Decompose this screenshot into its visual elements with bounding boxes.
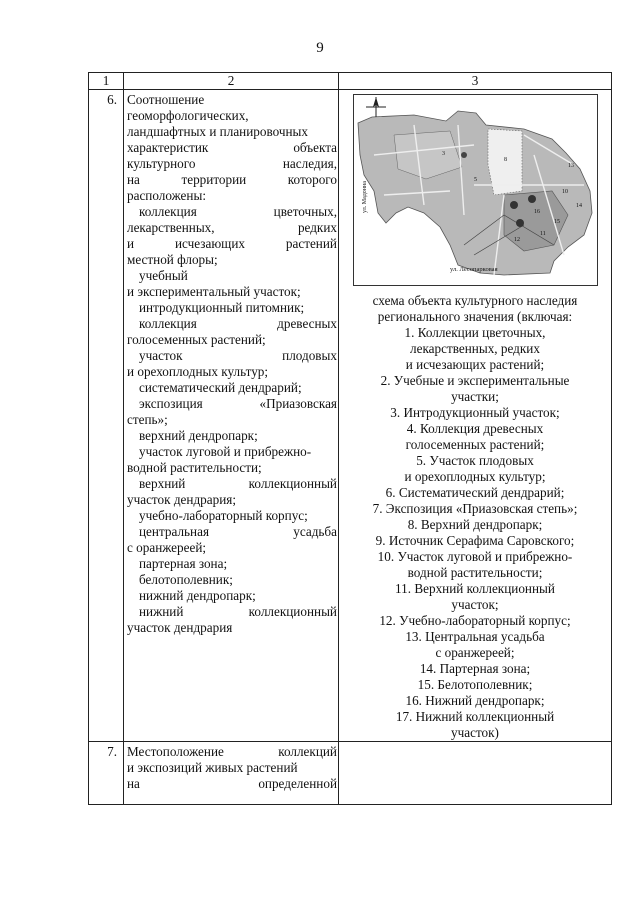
document-table <box>88 72 612 805</box>
text-line: белотополевник; <box>139 572 233 587</box>
legend-line: 11. Верхний коллекционный <box>395 581 555 596</box>
justified-line: верхний коллекционный <box>139 476 337 491</box>
justified-line: экспозиция «Приазовская <box>139 396 337 411</box>
text-line: ландшафтных и планировочных <box>127 124 309 139</box>
justified-line: на определенной <box>127 776 337 791</box>
tree-icon <box>461 152 467 158</box>
text-line: с оранжереей; <box>127 540 207 555</box>
legend-line: голосеменных растений; <box>405 437 545 452</box>
justified-line: характеристик объекта <box>127 140 337 155</box>
legend-line: участок) <box>451 725 499 740</box>
text-line: водной растительности; <box>127 460 262 475</box>
site-map-drawing <box>354 95 597 285</box>
text-line: систематический дендрарий; <box>139 380 302 395</box>
text-line: нижний дендропарк; <box>139 588 256 603</box>
text-line: учебно-лабораторный корпус; <box>139 508 308 523</box>
justified-line: и исчезающих растений <box>127 236 337 251</box>
text-line: расположены: <box>127 188 206 203</box>
justified-line: участок плодовых <box>139 348 337 363</box>
legend-line: 9. Источник Серафима Саровского; <box>375 533 575 548</box>
legend-line: с оранжереей; <box>435 645 515 660</box>
legend-line: и орехоплодных культур; <box>404 469 546 484</box>
header-col-2: 2 <box>124 73 339 90</box>
legend-line: 3. Интродукционный участок; <box>390 405 560 420</box>
map-area-number: 15 <box>553 219 560 225</box>
text-line: голосеменных растений; <box>127 332 266 347</box>
row-description <box>124 90 339 742</box>
legend-line: регионального значения (включая: <box>377 309 573 324</box>
map-area-number: 16 <box>533 209 540 215</box>
legend-line: 4. Коллекция древесных <box>406 421 544 436</box>
header-col-3: 3 <box>339 73 612 90</box>
text-line: геоморфологических, <box>127 108 249 123</box>
legend-line: 10. Участок луговой и прибрежно- <box>377 549 573 564</box>
text-line: Соотношение <box>127 92 205 107</box>
legend-line: водной растительности; <box>407 565 543 580</box>
row-description <box>124 742 339 805</box>
street-label-left: ул. Мадонна <box>361 181 368 213</box>
map-area-number: 13 <box>567 163 574 169</box>
text-line: участок дендрария; <box>127 492 236 507</box>
legend-line: 6. Систематический дендрарий; <box>385 485 565 500</box>
row-number: 6. <box>89 90 124 742</box>
map-area-number: 12 <box>513 237 520 243</box>
legend-line: 17. Нижний коллекционный <box>395 709 555 724</box>
legend-line: участки; <box>451 389 499 404</box>
justified-line: центральная усадьба <box>139 524 337 539</box>
justified-line: на территории которого <box>127 172 337 187</box>
justified-line: культурного наследия, <box>127 156 337 171</box>
text-line: участок дендрария <box>127 620 233 635</box>
text-line: верхний дендропарк; <box>139 428 258 443</box>
table-row <box>89 90 612 742</box>
legend-line: 8. Верхний дендропарк; <box>407 517 543 532</box>
map-area-number: 14 <box>575 203 582 209</box>
tree-icon <box>510 201 518 209</box>
map-area-number: 10 <box>561 189 568 195</box>
page-number: 9 <box>316 40 324 56</box>
header-col-1: 1 <box>89 73 124 90</box>
tree-icon <box>516 219 524 227</box>
text-line: и экспозиций живых растений <box>127 760 298 775</box>
map-area-number: 5 <box>473 177 477 183</box>
site-map <box>353 94 598 286</box>
legend-line: 7. Экспозиция «Приазовская степь»; <box>372 501 578 516</box>
row-empty-cell <box>339 742 612 805</box>
text-line: и орехоплодных культур; <box>127 364 269 379</box>
map-area-number: 11 <box>539 231 546 237</box>
legend-line: 1. Коллекции цветочных, <box>404 325 546 340</box>
legend-line: и исчезающих растений; <box>405 357 545 372</box>
legend-line: 2. Учебные и экспериментальные <box>380 373 570 388</box>
legend-line: схема объекта культурного наследия <box>372 293 578 308</box>
text-line: партерная зона; <box>139 556 228 571</box>
legend-line: лекарственных, редких <box>410 341 540 356</box>
table-row <box>89 742 612 805</box>
map-area-number: 3 <box>441 151 445 157</box>
legend-line: 14. Партерная зона; <box>419 661 531 676</box>
row-number: 7. <box>89 742 124 805</box>
table-header-row <box>89 73 612 90</box>
justified-line: лекарственных, редких <box>127 220 337 235</box>
text-line: и экспериментальный участок; <box>127 284 301 299</box>
tree-icon <box>528 195 536 203</box>
north-arrow-icon <box>366 97 386 117</box>
row-scheme-cell <box>339 90 612 742</box>
legend-line: 16. Нижний дендропарк; <box>405 693 545 708</box>
legend-line: 15. Белотополевник; <box>417 677 533 692</box>
text-line: участок луговой и прибрежно- <box>139 444 312 459</box>
map-area-number: 8 <box>503 157 507 163</box>
justified-line: коллекция древесных <box>139 316 337 331</box>
text-line: интродукционный питомник; <box>139 300 305 315</box>
justified-line: Местоположение коллекций <box>127 744 337 759</box>
map-legend <box>339 293 611 741</box>
legend-line: 5. Участок плодовых <box>416 453 534 468</box>
legend-line: 13. Центральная усадьба <box>405 629 545 644</box>
text-line: учебный <box>139 268 188 283</box>
legend-line: участок; <box>451 597 499 612</box>
territory-shape <box>358 111 592 275</box>
justified-line: коллекция цветочных, <box>139 204 337 219</box>
justified-line: нижний коллекционный <box>139 604 337 619</box>
legend-line: 12. Учебно-лабораторный корпус; <box>379 613 571 628</box>
street-label-bottom: ул. Лесопарковая <box>449 266 498 273</box>
text-line: местной флоры; <box>127 252 218 267</box>
text-line: степь»; <box>127 412 168 427</box>
